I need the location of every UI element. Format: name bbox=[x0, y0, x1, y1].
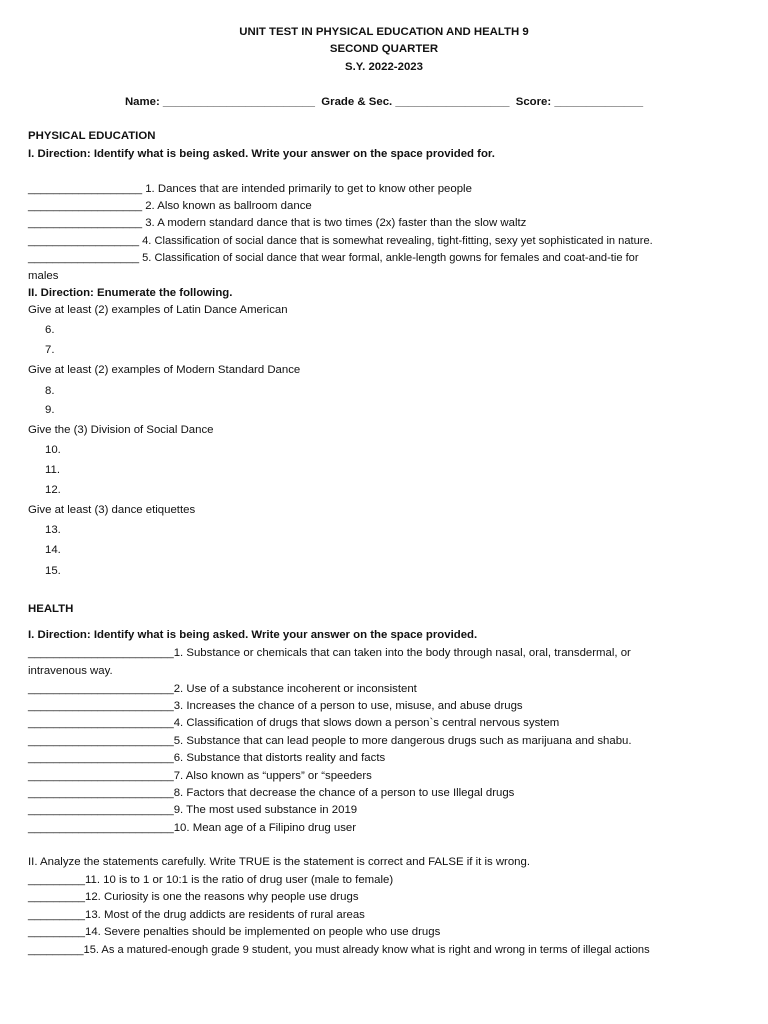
enum-prompt-1: Give at least (2) examples of Latin Dance American bbox=[28, 304, 288, 316]
enum-item-14: 14. bbox=[45, 544, 61, 556]
quarter-label: SECOND QUARTER bbox=[329, 43, 439, 55]
enum-item-13: 13. bbox=[45, 524, 61, 536]
pe-question-5-cont: males bbox=[28, 270, 59, 282]
pe-question-2: __________________ 2. Also known as ballroom dance bbox=[28, 200, 312, 212]
health-heading: HEALTH bbox=[28, 603, 74, 615]
enum-item-10: 10. bbox=[45, 444, 61, 456]
health-question-11: _________11. 10 is to 1 or 10:1 is the ratio of drug user (male to female) bbox=[28, 874, 394, 886]
enum-item-7: 7. bbox=[45, 344, 55, 356]
enum-prompt-4: Give at least (3) dance etiquettes bbox=[28, 504, 196, 516]
health-question-1-cont: intravenous way. bbox=[28, 665, 113, 677]
pe-direction-2: II. Direction: Enumerate the following. bbox=[28, 287, 233, 299]
health-question-8: _______________________8. Factors that decrease the chance of a person to use Illegal drugs bbox=[28, 787, 515, 799]
pe-question-1: __________________ 1. Dances that are intended primarily to get to know other people bbox=[28, 183, 472, 195]
enum-item-12: 12. bbox=[45, 484, 61, 496]
health-direction-2: II. Analyze the statements carefully. Write TRUE is the statement is correct and FALSE if it is wrong. bbox=[28, 856, 531, 868]
pe-question-4: __________________ 4. Classification of social dance that is somewhat revealing, tight-fitting, sexy yet sophisticated in nature. bbox=[28, 235, 653, 247]
school-year: S.Y. 2022-2023 bbox=[345, 61, 423, 73]
enum-item-9: 9. bbox=[45, 404, 55, 416]
enum-item-15: 15. bbox=[45, 565, 61, 577]
pe-question-5: __________________ 5. Classification of social dance that wear formal, ankle-length gowns for females and coat-and-tie for bbox=[28, 252, 639, 264]
health-question-12: _________12. Curiosity is one the reasons why people use drugs bbox=[28, 891, 359, 903]
health-question-4: _______________________4. Classification of drugs that slows down a person`s central nervous system bbox=[28, 717, 560, 729]
enum-prompt-2: Give at least (2) examples of Modern Standard Dance bbox=[28, 364, 301, 376]
health-question-7: _______________________7. Also known as “uppers” or “speeders bbox=[28, 770, 372, 782]
health-question-3: _______________________3. Increases the chance of a person to use, misuse, and abuse drugs bbox=[28, 700, 523, 712]
health-question-14: _________14. Severe penalties should be implemented on people who use drugs bbox=[28, 926, 441, 938]
health-question-6: _______________________6. Substance that distorts reality and facts bbox=[28, 752, 386, 764]
student-info-line: Name: ________________________ Grade & Sec. __________________ Score: ______________ bbox=[124, 96, 644, 108]
health-question-9: _______________________9. The most used substance in 2019 bbox=[28, 804, 358, 816]
enum-item-11: 11. bbox=[45, 464, 60, 476]
test-title: UNIT TEST IN PHYSICAL EDUCATION AND HEALTH 9 bbox=[239, 26, 529, 38]
pe-heading: PHYSICAL EDUCATION bbox=[28, 130, 156, 142]
enum-item-8: 8. bbox=[45, 385, 55, 397]
pe-question-3: __________________ 3. A modern standard dance that is two times (2x) faster than the slow waltz bbox=[28, 217, 527, 229]
enum-prompt-3: Give the (3) Division of Social Dance bbox=[28, 424, 214, 436]
enum-item-6: 6. bbox=[45, 324, 55, 336]
health-question-15: _________15. As a matured-enough grade 9 student, you must already know what is right and wrong in terms of illegal actions bbox=[28, 944, 650, 956]
health-question-5: _______________________5. Substance that can lead people to more dangerous drugs such as marijuana and shabu. bbox=[28, 735, 632, 747]
health-direction-1: I. Direction: Identify what is being asked. Write your answer on the space provided. bbox=[28, 629, 478, 641]
health-question-1: _______________________1. Substance or chemicals that can taken into the body through nasal, oral, transdermal, or bbox=[28, 647, 631, 659]
health-question-13: _________13. Most of the drug addicts are residents of rural areas bbox=[28, 909, 365, 921]
health-question-2: _______________________2. Use of a substance incoherent or inconsistent bbox=[28, 683, 417, 695]
health-question-10: _______________________10. Mean age of a Filipino drug user bbox=[28, 822, 357, 834]
pe-direction-1: I. Direction: Identify what is being asked. Write your answer on the space provided for. bbox=[28, 148, 495, 160]
